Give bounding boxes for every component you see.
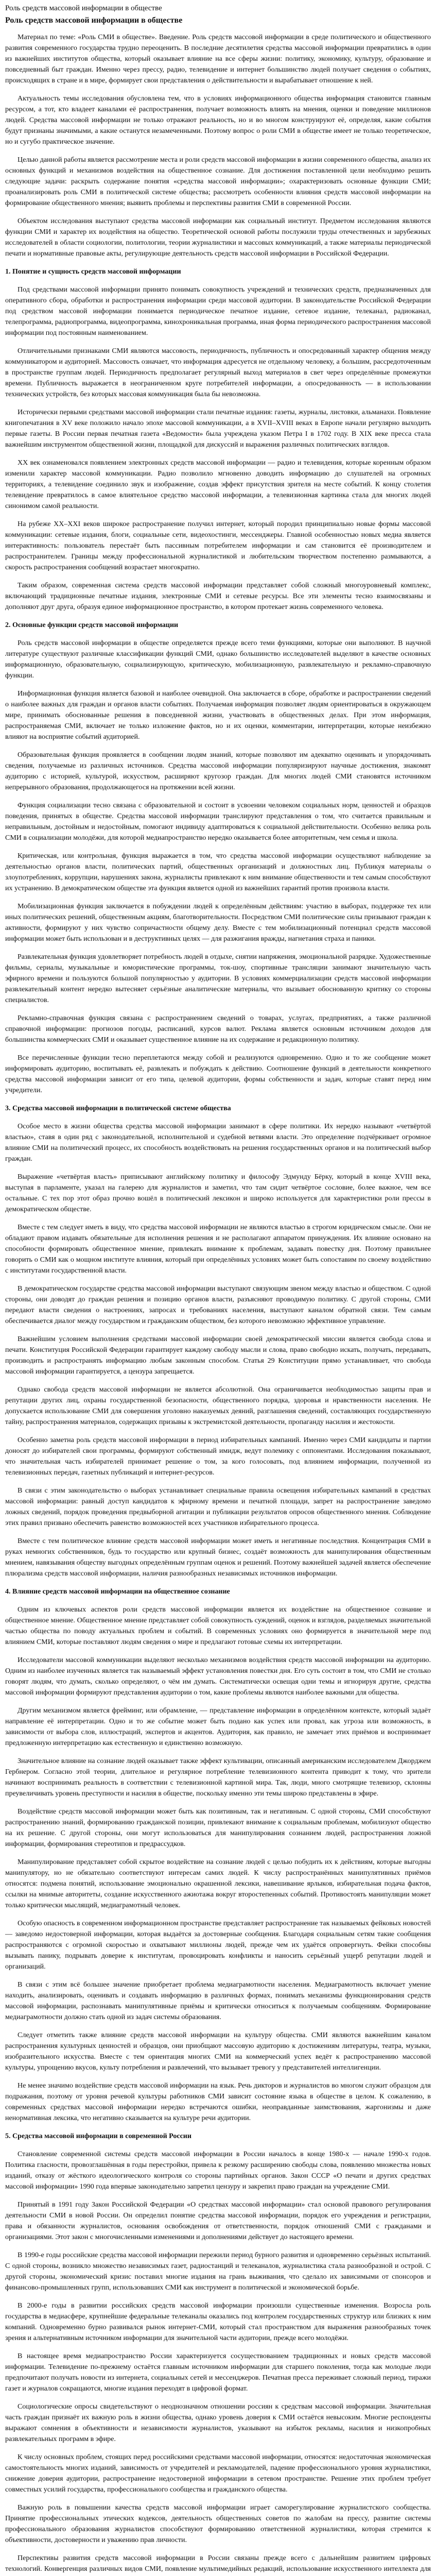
- section-heading: 5. Средства массовой информации в современной России: [5, 2132, 191, 2140]
- paragraph: Особое место в жизни общества средства массовой информации занимают в сфере политики. Их нередко называют «четвёртой властью», ставя в один ряд с законодательной, исполнительной и судебной ветвями власти. Это определение подчёркивает огромное влияние СМИ на политический процесс, их способность воздействовать на решения государственных органов и на политический выбор граждан.: [5, 1123, 431, 1163]
- paragraph: Рекламно-справочная функция связана с распространением сведений о товарах, услугах, предприятиях, а также различной справочной информации: прогнозов погоды, расписаний, курсов валют. Реклама является основным источником доходов для большинства коммерческих СМИ и оказывает существенное влияние на их содержание и редакционную политику.: [5, 1014, 431, 1044]
- paragraph: В 1990-е годы российские средства массовой информации пережили период бурного развития и одновременно серьёзных испытаний. С одной стороны, возникло множество независимых газет, радиостанций и телеканалов, журналистика стала разнообразной и острой. С другой стороны, экономический кризис поставил многие издания на грань выживания, что сделало их зависимыми от спонсоров и финансово-промышленных групп, использовавших СМИ как инструмент в политической и экономической борьбе.: [5, 2251, 431, 2292]
- window-title: Роль средств массовой информации в обществе: [5, 4, 162, 12]
- paragraph: В связи с этим всё большее значение приобретает проблема медиаграмотности населения. Медиаграмотность включает умение находить, анализировать, оценивать и создавать информацию в различных формах, понимать механизмы функционирования средств массовой информации, распознавать манипулятивные приёмы и критически относиться к получаемым сообщениям. Формирование медиаграмотности должно стать одной из задач системы образования.: [5, 1981, 431, 2021]
- paragraph: Функция социализации тесно связана с образовательной и состоит в усвоении человеком социальных норм, ценностей и образцов поведения, принятых в обществе. Средства массовой информации транслируют представления о том, что считается правильным и неправильным, достойным и недостойным, помогают индивиду адаптироваться к социальной действительности. Особенно велика роль СМИ в социализации молодёжи, для которой медиапространство нередко оказывается более авторитетным, чем семья и школа.: [5, 802, 431, 842]
- paragraph: Роль средств массовой информации в обществе определяется прежде всего теми функциями, которые они выполняют. В научной литературе существуют различные классификации функций СМИ, однако большинство исследователей выделяют в качестве основных информационную, образовательную, социализирующую, критическую, мобилизационную, развлекательную и рекламно-справочную функции.: [5, 639, 431, 680]
- paragraph: Одним из ключевых аспектов роли средств массовой информации является их воздействие на общественное сознание и общественное мнение. Общественное мнение представляет собой совокупность суждений, оценок и взглядов, разделяемых значительной частью общества по поводу актуальных проблем и событий. В современных условиях оно формируется в значительной мере под влиянием СМИ, которые поставляют людям сведения о мире и предлагают готовые схемы их интерпретации.: [5, 1606, 431, 1646]
- paragraph: Исторически первыми средствами массовой информации стали печатные издания: газеты, журналы, листовки, альманахи. Появление книгопечатания в XV веке положило начало эпохе массовой коммуникации, а в XVII–XVIII веках в Европе начали регулярно выходить первые газеты. В России первая печатная газета «Ведомости» была учреждена указом Петра I в 1702 году. В XIX веке пресса стала важнейшим инструментом общественной жизни, площадкой для дискуссий и выражения различных политических взглядов.: [5, 409, 431, 449]
- paragraph: Образовательная функция проявляется в сообщении людям знаний, которые позволяют им адекватно оценивать и упорядочивать сведения, получаемые из различных источников. Средства массовой информации популяризируют научные достижения, знакомят аудиторию с историей, культурой, искусством, расширяют кругозор граждан. Для многих людей СМИ становятся источником непрерывного образования, продолжающегося на протяжении всей жизни.: [5, 751, 431, 791]
- page-title: Роль средств массовой информации в обществе: [5, 16, 183, 25]
- section-heading: 4. Влияние средств массовой информации на общественное сознание: [5, 1588, 230, 1596]
- paragraph: Критическая, или контрольная, функция выражается в том, что средства массовой информации осуществляют наблюдение за деятельностью органов власти, политических партий, общественных организаций и должностных лиц. Публикуя материалы о злоупотреблениях, коррупции, нарушениях закона, журналисты привлекают к ним внимание общественности и тем самым способствуют их устранению. В демократическом обществе эта функция является одной из важнейших гарантий против произвола власти.: [5, 852, 431, 892]
- paragraph: Однако свобода средств массовой информации не является абсолютной. Она ограничивается необходимостью защиты прав и репутации других лиц, охраны государственной безопасности, общественного порядка, здоровья и нравственности населения. Не допускается использование СМИ для совершения уголовно наказуемых деяний, разглашения сведений, составляющих государственную тайну, распространения материалов, содержащих призывы к экстремистской деятельности, пропаганду насилия и жестокости.: [5, 1386, 431, 1426]
- paragraph: Манипулирование представляет собой скрытое воздействие на сознание людей с целью побудить их к действиям, которые выгодны манипулятору, но не обязательно соответствуют интересам самих людей. К числу распространённых манипулятивных приёмов относятся: подмена понятий, использование эмоционально окрашенной лексики, навешивание ярлыков, избирательная подача фактов, ссылки на мнимые авторитеты, создание искусственного ажиотажа вокруг второстепенных событий. Противостоять манипуляции может только критически мыслящий, медиаграмотный человек.: [5, 1858, 431, 1909]
- paragraph: Важнейшим условием выполнения средствами массовой информации своей демократической миссии является свобода слова и печати. Конституция Российской Федерации гарантирует каждому свободу мысли и слова, право свободно искать, получать, передавать, производить и распространять информацию любым законным способом. Статья 29 Конституции прямо устанавливает, что свобода массовой информации гарантируется, а цензура запрещается.: [5, 1335, 431, 1376]
- paragraph: Под средствами массовой информации принято понимать совокупность учреждений и технических средств, предназначенных для оперативного сбора, обработки и распространения информации среди массовой аудитории. В законодательстве Российской Федерации под средством массовой информации понимается периодическое печатное издание, сетевое издание, телеканал, радиоканал, телепрограмма, радиопрограмма, видеопрограмма, кинохроникальная программа, иная форма периодического распространения массовой информации под постоянным наименованием.: [5, 286, 431, 337]
- paragraph: Следует отметить также влияние средств массовой информации на культуру общества. СМИ являются важнейшим каналом распространения культурных ценностей и образцов, они приобщают массовую аудиторию к достижениям литературы, театра, музыки, изобразительного искусства. Вместе с тем ориентация многих СМИ на коммерческий успех ведёт к распространению массовой культуры, упрощению вкусов, культу потребления и развлечений, что вызывает тревогу у представителей интеллигенции.: [5, 2031, 431, 2072]
- paragraph: На рубеже XX–XXI веков широкое распространение получил интернет, который породил принципиально новые формы массовой коммуникации: сетевые издания, блоги, социальные сети, видеохостинги, мессенджеры. Главной особенностью новых медиа является интерактивность: пользователь перестаёт быть пассивным потребителем информации и сам становится её производителем и распространителем. Границы между профессиональной журналистикой и любительским творчеством постепенно размываются, а скорость распространения сообщений возрастает многократно.: [5, 520, 431, 571]
- paragraph: К числу основных проблем, стоящих перед российскими средствами массовой информации, относятся: недостаточная экономическая самостоятельность многих изданий, зависимость от учредителей и рекламодателей, падение профессионального уровня журналистики, снижение доверия аудитории, распространение недостоверной информации в сетевом пространстве. Решение этих проблем требует совместных усилий государства, профессионального сообщества и гражданского общества.: [5, 2453, 431, 2494]
- paragraph: Таким образом, современная система средств массовой информации представляет собой сложный многоуровневый комплекс, включающий традиционные печатные издания, электронные СМИ и сетевые ресурсы. Все эти элементы тесно взаимосвязаны и дополняют друг друга, образуя единое информационное пространство, в котором протекает жизнь современного человека.: [5, 582, 431, 611]
- paragraph: Другим механизмом является фрейминг, или обрамление, — представление информации в определённом контексте, который задаёт направление её интерпретации. Одно и то же событие может быть подано как успех или провал, как угроза или возможность, в зависимости от выбора слов, иллюстраций, экспертов и акцентов. Аудитория, как правило, не замечает этих приёмов и воспринимает предложенную интерпретацию как естественную и единственно возможную.: [5, 1707, 431, 1747]
- paragraph: Становление современной системы средств массовой информации в России началось в конце 1980-х — начале 1990-х годов. Политика гласности, провозглашённая в годы перестройки, привела к резкому расширению свободы слова, появлению множества новых изданий, отказу от жёсткого идеологического контроля со стороны партийных органов. Закон СССР «О печати и других средствах массовой информации» 1990 года впервые законодательно запретил цензуру и закрепил право граждан на учреждение СМИ.: [5, 2150, 431, 2191]
- intro-paragraph: Материал по теме: «Роль СМИ в обществе». Введение. Роль средств массовой информации в среде политического и общественного развития современного государства трудно переоценить. В последние десятилетия средства массовой информации превратились в один из важнейших институтов общества, который оказывает влияние на все сферы жизни: политику, экономику, культуру, образование и повседневный быт граждан. Именно через прессу, радио, телевидение и интернет большинство людей получает сведения о событиях, происходящих в стране и в мире, формирует свои представления о действительности и вырабатывает отношение к ней.: [5, 33, 431, 84]
- paragraph: Не менее значимо воздействие средств массовой информации на язык. Речь дикторов и журналистов во многом служит образцом для подражания, поэтому от уровня речевой культуры работников СМИ зависит состояние языка в обществе в целом. К сожалению, в современных средствах массовой информации нередко встречаются ошибки, неоправданные заимствования, жаргонизмы и даже ненормативная лексика, что негативно сказывается на культуре речи аудитории.: [5, 2082, 431, 2122]
- paragraph: Особенно заметна роль средств массовой информации в период избирательных кампаний. Именно через СМИ кандидаты и партии доносят до избирателей свои программы, формируют собственный имидж, ведут полемику с оппонентами. Исследования показывают, что значительная часть избирателей принимает решение о том, за кого голосовать, под влиянием информации, полученной из телевизионных передач, газетных публикаций и интернет-ресурсов.: [5, 1436, 431, 1477]
- paragraph: Развлекательная функция удовлетворяет потребность людей в отдыхе, снятии напряжения, эмоциональной разрядке. Художественные фильмы, сериалы, музыкальные и юмористические программы, ток-шоу, спортивные трансляции занимают значительную часть эфирного времени и пользуются большой популярностью у аудитории. В условиях коммерциализации средств массовой информации развлекательный контент нередко вытесняет серьёзные аналитические материалы, что вызывает обоснованную критику со стороны специалистов.: [5, 953, 431, 1004]
- paragraph: Важную роль в повышении качества средств массовой информации играет саморегулирование журналистского сообщества. Принятие профессиональных этических кодексов, деятельность общественных советов по жалобам на прессу, развитие системы профессионального образования журналистов способствуют формированию ответственной журналистики, которая стремится к объективности, достоверности и уважению прав личности.: [5, 2504, 431, 2544]
- section-heading: 3. Средства массовой информации в политической системе общества: [5, 1105, 231, 1112]
- paragraph: В настоящее время медиапространство России характеризуется сосуществованием традиционных и новых средств массовой информации. Телевидение по-прежнему остаётся главным источником информации для старшего поколения, тогда как молодые люди предпочитают получать новости из интернета, социальных сетей и мессенджеров. Печатная пресса переживает сложный период, тиражи газет и журналов сокращаются, многие издания переходят в цифровой формат.: [5, 2352, 431, 2393]
- paragraph: Социологические опросы свидетельствуют о неоднозначном отношении россиян к средствам массовой информации. Значительная часть граждан признаёт их важную роль в жизни общества, однако уровень доверия к СМИ остаётся невысоким. Многие респонденты выражают сомнения в объективности и независимости журналистов, указывают на избыток рекламы, насилия и низкопробных развлекательных программ в эфире.: [5, 2403, 431, 2443]
- intro-paragraph: Актуальность темы исследования обусловлена тем, что в условиях информационного общества информация становится главным ресурсом, а тот, кто владеет каналами её распространения, получает возможность влиять на мнения, оценки и поведение миллионов людей. Средства массовой информации не только отражают реальность, но и во многом конструируют её, определяя, какие события будут признаны значимыми, а какие останутся незамеченными. Поэтому вопрос о роли СМИ в обществе имеет не только теоретическое, но и сугубо практическое значение.: [5, 95, 431, 146]
- paragraph: Принятый в 1991 году Закон Российской Федерации «О средствах массовой информации» стал основой правового регулирования деятельности СМИ в новой России. Он определил понятие средства массовой информации, порядок его учреждения и регистрации, права и обязанности журналистов, основания освобождения от ответственности, порядок отношений СМИ с гражданами и организациями. Этот закон с многочисленными изменениями и дополнениями действует до настоящего времени.: [5, 2201, 431, 2241]
- paragraph: Значительное влияние на сознание людей оказывает также эффект культивации, описанный американским исследователем Джорджем Гербнером. Согласно этой теории, длительное и регулярное потребление телевизионного контента приводит к тому, что зрители начинают воспринимать реальность в соответствии с телевизионной картиной мира. Так, люди, много смотрящие телевизор, склонны преувеличивать уровень преступности и насилия в обществе, поскольку именно эти темы широко представлены в эфире.: [5, 1757, 431, 1798]
- paragraph: В связи с этим законодательство о выборах устанавливает специальные правила освещения избирательных кампаний в средствах массовой информации: равный доступ кандидатов к эфирному времени и печатной площади, запрет на распространение заведомо ложных сведений, порядок проведения предвыборной агитации и публикации результатов опросов общественного мнения. Соблюдение этих правил призвано обеспечить равенство возможностей всех участников избирательного процесса.: [5, 1487, 431, 1527]
- intro-paragraph: Объектом исследования выступают средства массовой информации как социальный институт. Предметом исследования являются функции СМИ и характер их воздействия на общество. Теоретической основой работы послужили труды отечественных и зарубежных исследователей в области социологии, политологии, теории журналистики и массовых коммуникаций, а также материалы периодической печати и нормативные правовые акты, регулирующие деятельность средств массовой информации в Российской Федерации.: [5, 217, 431, 258]
- paragraph: Мобилизационная функция заключается в побуждении людей к определённым действиям: участию в выборах, поддержке тех или иных политических решений, общественным акциям, благотворительности. Посредством СМИ политические силы призывают граждан к активности, формируют у них чувство сопричастности общему делу. Вместе с тем мобилизационный потенциал средств массовой информации может быть использован и в деструктивных целях — для разжигания вражды, нагнетания страха и паники.: [5, 903, 431, 943]
- section-heading: 2. Основные функции средств массовой информации: [5, 621, 179, 629]
- paragraph: В демократическом государстве средства массовой информации выступают связующим звеном между властью и обществом. С одной стороны, они доводят до граждан решения и позицию органов власти, разъясняют проводимую политику. С другой стороны, СМИ передают власти сведения о настроениях, запросах и требованиях населения, выступают каналом обратной связи. Тем самым обеспечивается диалог между государством и гражданским обществом, без которого невозможно эффективное управление.: [5, 1285, 431, 1325]
- paragraph: Перспективы развития средств массовой информации в России связаны прежде всего с дальнейшим развитием цифровых технологий. Конвергенция различных видов СМИ, появление мультимедийных редакций, использование искусственного интеллекта для: [5, 2554, 431, 2573]
- paragraph: Вместе с тем политическое влияние средств массовой информации может иметь и негативные последствия. Концентрация СМИ в руках немногих собственников, будь то государство или крупный бизнес, создаёт возможность для манипулирования общественным мнением, навязывания обществу выгодных определённым группам оценок и решений. Поэтому важнейшей задачей является обеспечение плюрализма средств массовой информации, наличия разнообразных независимых источников информации.: [5, 1537, 431, 1578]
- paragraph: Вместе с тем следует иметь в виду, что средства массовой информации не являются властью в строгом юридическом смысле. Они не обладают правом издавать обязательные для исполнения решения и не располагают аппаратом принуждения. Их влияние основано на способности формировать общественное мнение, привлекать внимание к проблемам, задавать повестку дня. Поэтому правильнее говорить о СМИ как о мощном институте влияния, который при определённых условиях может быть сопоставим по своему воздействию с институтами государственной власти.: [5, 1224, 431, 1275]
- intro-paragraph: Целью данной работы является рассмотрение места и роли средств массовой информации в жизни современного общества, анализ их основных функций и механизмов воздействия на общественное сознание. Для достижения поставленной цели необходимо решить следующие задачи: раскрыть содержание понятия «средства массовой информации»; охарактеризовать основные функции СМИ; проанализировать роль СМИ в политической системе общества; рассмотреть особенности влияния средств массовой информации на формирование общественного мнения; выявить проблемы и перспективы развития СМИ в современной России.: [5, 156, 431, 207]
- paragraph: Особую опасность в современном информационном пространстве представляет распространение так называемых фейковых новостей — заведомо недостоверной информации, которая выдаётся за достоверные сообщения. Благодаря социальным сетям такие сообщения распространяются с огромной скоростью и охватывают миллионы людей, прежде чем их удаётся опровергнуть. Фейки способны вызывать панику, подрывать доверие к институтам, провоцировать конфликты и наносить серьёзный ущерб репутации людей и организаций.: [5, 1920, 431, 1971]
- paragraph: Информационная функция является базовой и наиболее очевидной. Она заключается в сборе, обработке и распространении сведений о наиболее важных для граждан и органов власти событиях. Получаемая информация позволяет людям ориентироваться в окружающем мире, принимать обоснованные решения в повседневной жизни, участвовать в общественных делах. При этом информация, распространяемая СМИ, включает не только изложение фактов, но и их оценки, комментарии, интерпретации, которые неизбежно влияют на восприятие событий аудиторией.: [5, 690, 431, 741]
- paragraph: В 2000-е годы в развитии российских средств массовой информации произошли существенные изменения. Возросла роль государства в медиасфере, крупнейшие федеральные телеканалы оказались под контролем государственных структур или близких к ним компаний. Одновременно бурно развивался рынок интернет-СМИ, который стал пространством для выражения разнообразных точек зрения и альтернативным источником информации для значительной части аудитории, прежде всего молодёжи.: [5, 2302, 431, 2342]
- section-heading: 1. Понятие и сущность средств массовой информации: [5, 268, 181, 276]
- paragraph: XX век ознаменовался появлением электронных средств массовой информации — радио и телевидения, которые коренным образом изменили характер массовой коммуникации. Радио позволило мгновенно доводить информацию до слушателей на огромных территориях, а телевидение соединило звук и изображение, создав эффект присутствия зрителя на месте событий. К концу столетия телевидение превратилось в самое влиятельное средство массовой информации, а телевизионная картинка стала для многих людей синонимом самой реальности.: [5, 459, 431, 510]
- paragraph: Воздействие средств массовой информации может быть как позитивным, так и негативным. С одной стороны, СМИ способствуют распространению знаний, формированию гражданской позиции, привлекают внимание к социальным проблемам, мобилизуют общество на их решение. С другой стороны, они могут использоваться для манипулирования сознанием людей, распространения ложной информации, формирования стереотипов и предрассудков.: [5, 1808, 431, 1848]
- paragraph: Исследователи массовой коммуникации выделяют несколько механизмов воздействия средств массовой информации на аудиторию. Одним из наиболее изученных является так называемый эффект установления повестки дня. Его суть состоит в том, что СМИ не столько говорят людям, что думать, сколько определяют, о чём им думать. Систематически освещая одни темы и игнорируя другие, средства массовой информации формируют представления аудитории о том, какие проблемы являются наиболее важными для общества.: [5, 1656, 431, 1697]
- paragraph: Все перечисленные функции тесно переплетаются между собой и реализуются одновременно. Одно и то же сообщение может информировать аудиторию, воспитывать её, развлекать и побуждать к действию. Соотношение функций в деятельности конкретного средства массовой информации зависит от его типа, целевой аудитории, формы собственности и задач, которые ставят перед ним учредители.: [5, 1054, 431, 1094]
- paragraph: Отличительными признаками СМИ являются массовость, периодичность, публичность и опосредованный характер общения между коммуникатором и аудиторией. Массовость означает, что информация адресуется не отдельному человеку, а большим, рассредоточенным в пространстве группам людей. Периодичность предполагает регулярный выход материалов в свет через определённые промежутки времени. Публичность выражается в неограниченном круге потребителей информации, а опосредованность — в использовании технических устройств, без которых массовая коммуникация была бы невозможна.: [5, 347, 431, 398]
- paragraph: Выражение «четвёртая власть» приписывают английскому политику и философу Эдмунду Бёрку, который в конце XVIII века, выступая в парламенте, указал на галерею для журналистов и заметил, что там сидит четвёртое сословие, более важное, чем все остальные. С тех пор этот образ прочно вошёл в политический лексикон и широко используется для характеристики роли прессы в демократическом обществе.: [5, 1173, 431, 1213]
